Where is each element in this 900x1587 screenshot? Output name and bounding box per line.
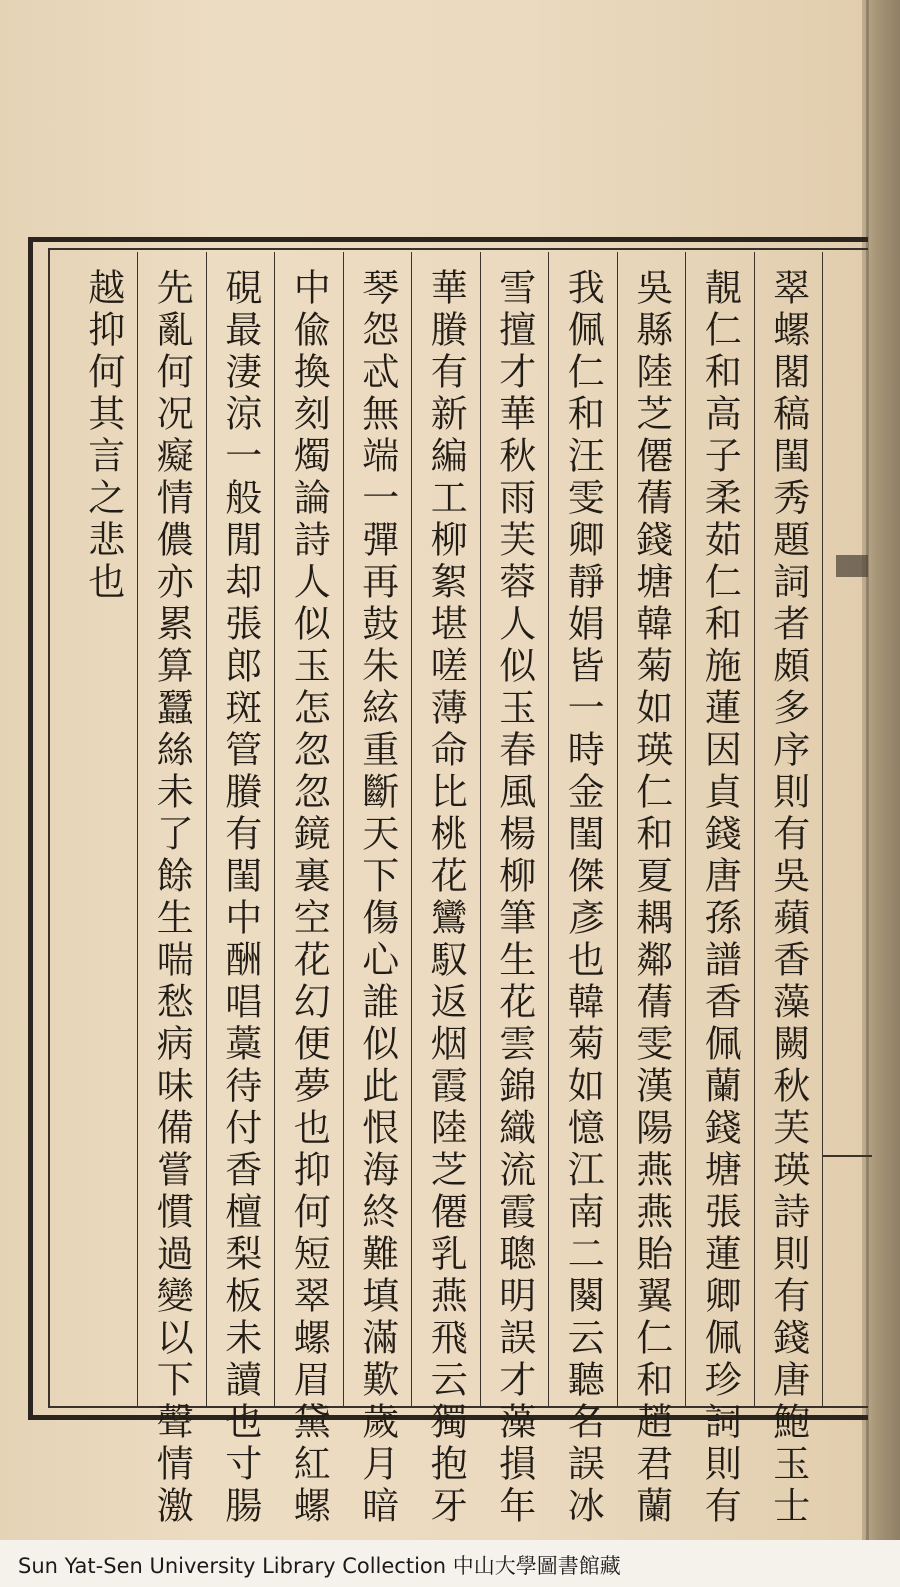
text-column-7: 琴怨忒無端一彈再鼓朱絃重斷天下傷心誰似此恨海終難填滿歎歲月暗 <box>355 268 399 1528</box>
text-column-4: 我佩仁和汪雯卿靜娟皆一時金閨傑彥也韓菊如憶江南二闋云聽名誤冰 <box>561 268 605 1528</box>
column-rule <box>685 252 686 1407</box>
text-column-11: 越抑何其言之悲也 <box>81 268 125 604</box>
text-column-3: 吳縣陸芝僊蒨錢塘韓菊如瑛仁和夏耦鄰蒨雯漢陽燕燕貽翼仁和趙君蘭 <box>629 268 673 1528</box>
column-rule <box>754 252 755 1407</box>
column-rule <box>617 252 618 1407</box>
text-column-10: 先亂何况癡情儂亦累算蠶絲未了餘生喘愁病味備嘗慣過變以下聲情激 <box>150 268 194 1528</box>
text-column-6: 華賸有新編工柳絮堪嗟薄命比桃花鸞馭返烟霞陸芝僊乳燕飛云獨抱牙 <box>424 268 468 1528</box>
column-rule <box>548 252 549 1407</box>
column-rule <box>206 252 207 1407</box>
column-rule <box>274 252 275 1407</box>
column-rule <box>343 252 344 1407</box>
column-rule <box>411 252 412 1407</box>
text-column-2: 靚仁和高子柔茹仁和施蓮因貞錢唐孫譜香佩蘭錢塘張蓮卿佩珍詞則有 <box>698 268 742 1528</box>
column-rule <box>137 252 138 1407</box>
text-column-1: 翠螺閣稿閨秀題詞者頗多序則有吳蘋香藻闕秋芙瑛詩則有錢唐鮑玉士 <box>766 268 810 1528</box>
text-column-8: 中偸換刻燭論詩人似玉怎忽忽鏡裏空花幻便夢也抑何短翠螺眉黛紅螺 <box>287 268 331 1528</box>
column-rule-right <box>822 252 823 1407</box>
text-column-9: 硯最淒涼一般閒却張郎斑管賸有閨中酬唱藁待付香檀梨板未讀也寸腸 <box>218 268 262 1528</box>
collection-caption: Sun Yat-Sen University Library Collection 中山大學圖書館藏 <box>18 1554 621 1578</box>
text-column-5: 雪擅才華秋雨芙蓉人似玉春風楊柳筆生花雲錦織流霞聰明誤才藻損年 <box>492 268 536 1528</box>
column-rule <box>480 252 481 1407</box>
